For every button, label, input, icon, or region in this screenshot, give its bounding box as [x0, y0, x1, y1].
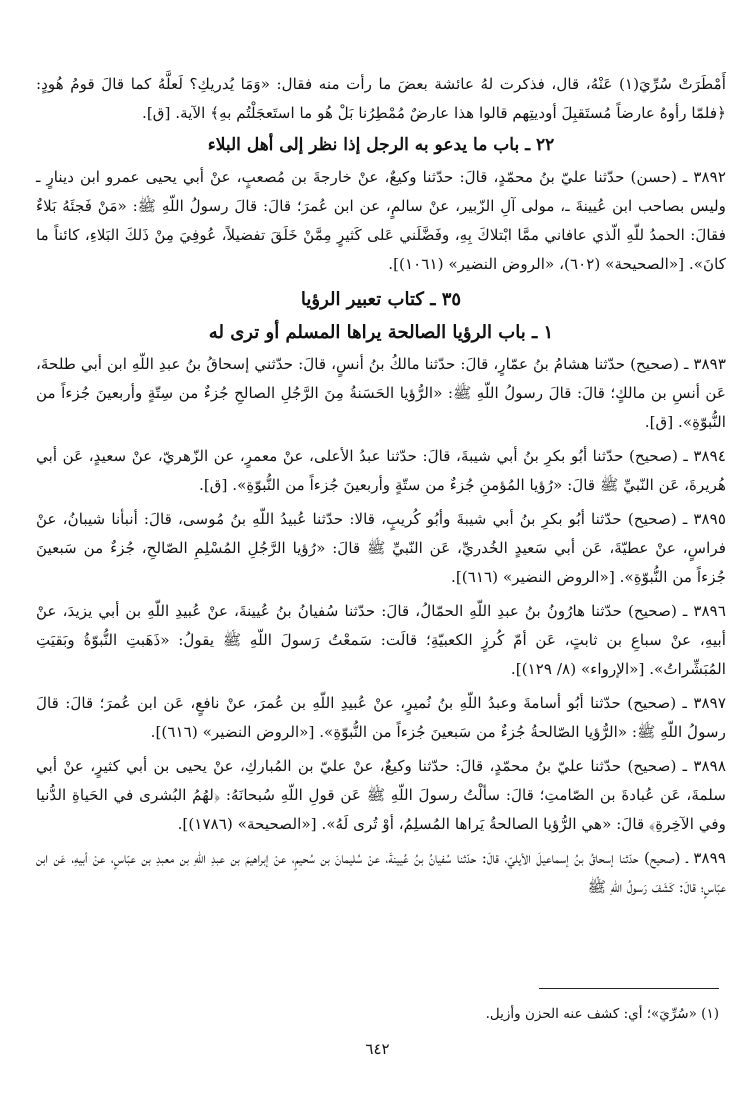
hadith-3894: ٣٨٩٤ ـ (صحيح) حدّثنا أبُو بكرِ بنُ أبي شيبةَ، قالَ: حدّثنا عبدُ الأعلى، عنْ معمرٍ، عن الزّهريّ، عنْ سعيدٍ، عَن أبي هُريرةَ، عَن النّبيِّ ﷺ قالَ: «رُؤيا المُؤمنِ جُزءٌ من ستّةٍ وأربعينَ جُزءاً من النُّبوّةِ». [ق]. [36, 447, 726, 494]
hadith-3895: ٣٨٩٥ ـ (صحيح) حدّثنا أبُو بكرِ بنُ أبي شيبةَ وأبُو كُريبٍ، قالا: حدّثنا عُبيدُ اللّهِ بنُ مُوسى، قالَ: أنبأنا شيبانُ، عنْ فراسٍ، عنْ عطيّةَ، عَن أبي سَعيدٍ الخُدريِّ، عَن النّبيِّ ﷺ قالَ: «رُؤيا الرَّجُلِ المُسْلِمِ الصّالحِ، جُزءٌ من سَبعينَ جُزءاً من النُّبوّةِ». [«الروض النضير» (٦١٦)]. [36, 510, 726, 586]
footnote-divider [539, 988, 719, 989]
intro-paragraph: أَمْطَرَتْ سُرِّيَ(١) عَنْهُ، قال، فذكرت لهُ عائشة بعضَ ما رأت منه فقال: «وَمَا يُدريكِ؟ لَعلَّهُ كما قالَ قومُ هُودٍ: ﴿فلمّا رأوهُ عارضاً مُستَقبِلَ أوديتِهم قالوا هذا عارضٌ مُمْطِرُنا بَلْ هُو ما استَعجَلْتُم بهِ﴾ الآية. [ق]. [36, 75, 726, 122]
footnote: (١) «سُرِّيَ»؛ أي: كشف عنه الحزن وأزيل. [485, 1006, 719, 1022]
hadith-3897: ٣٨٩٧ ـ (صحيح) حدّثنا أبُو أسامةَ وعبدُ اللّهِ بنُ نُميرٍ، عنْ عُبيدِ اللّهِ بن عُمرَ، عنْ نافعٍ، عَن ابن عُمرَ؛ قالَ: قالَ رسولُ اللّهِ ﷺ: «الرُّؤيا الصّالحةُ جُزءٌ من سَبعينَ جُزءاً من النُّبوّةِ». [«الروض النضير» (٦١٦)]. [36, 694, 726, 741]
hadith-3893: ٣٨٩٣ ـ (صحيح) حدّثنا هشامُ بنُ عمّارٍ، قالَ: حدّثنا مالكُ بنُ أنسٍ، قالَ: حدّثني إسحاقُ بنُ عبدِ اللّهِ ابن أبي طلحةَ، عَن أنسِ بن مالكٍ؛ قالَ: قالَ رسولُ اللّهِ ﷺ: «الرُّؤيا الحَسَنةُ مِنَ الرَّجُلِ الصالحِ جُزءٌ من سِتّةٍ وأربعينَ جُزءاً من النُّبوّةِ». [ق]. [36, 355, 726, 431]
chapter-1-heading: ١ ـ باب الرؤيا الصالحة يراها المسلم أو ترى له [208, 322, 554, 343]
chapter-22-heading: ٢٢ ـ باب ما يدعو به الرجل إذا نظر إلى أهل البلاء [207, 135, 555, 155]
book-35-heading: ٣٥ ـ كتاب تعبير الرؤيا [300, 289, 462, 310]
hadith-3898: ٣٨٩٨ ـ (صحيح) حدّثنا عليّ بنُ محمّدٍ، قالَ: حدّثنا وكيعٌ، عنْ عليّ بن المُباركِ، عنْ يحيى بن أبي كثيرٍ، عنْ أبي سلمةَ، عَن عُبادةَ بن الصّامتِ؛ قالَ: سألْتُ رسولَ اللّهِ ﷺ عَن قولِ اللّهِ سُبحانَهُ: ﴿لهُمُ البُشرى في الحَياةِ الدُّنيا وفي الآخِرةِ﴾ قالَ: «هي الرُّؤيا الصالحةُ يَراها المُسلِمُ، أوْ تُرى لَهُ». [«الصحيحة» (١٧٨٦)]. [36, 757, 726, 833]
page-body [36, 70, 726, 907]
page-number: ٦٤٢ [365, 1040, 390, 1058]
hadith-3899: ٣٨٩٩ ـ (صحيح) حدّثنا إسحاقُ بنُ إسماعيلَ الأيليّ، قالَ: حدّثنا سُفيانُ بنُ عُيينةَ، عنْ سُليمانَ بن سُحيمٍ، عنْ إبراهيمَ بن عبدِ اللّهِ بن معبدِ بن عبّاسٍ، عنْ أبيهِ، عَن ابن عبّاسٍ؛ قالَ: كَشَفَ رَسولُ اللّهِ ﷺ [36, 849, 726, 896]
hadith-3896: ٣٨٩٦ ـ (صحيح) حدّثنا هارُونُ بنُ عبدِ اللّهِ الحمّالُ، قالَ: حدّثنا سُفيانُ بنُ عُيينةَ، عنْ عُبيدِ اللّهِ بن أبي يزيدَ، عنْ أبيهِ، عنْ سباعِ بن ثابتٍ، عَن أمّ كُرزٍ الكعبيّةِ؛ قالَت: سَمعْتُ رَسولَ اللّهِ ﷺ يقولُ: «ذَهَبتِ النُّبوّةُ وبَقيَتِ المُبَشِّراتُ». [«الإرواء» (٨/ ١٢٩)]. [36, 602, 726, 678]
hadith-3892: ٣٨٩٢ ـ (حسن) حدّثنا عليّ بنُ محمّدٍ، قالَ: حدّثنا وكيعٌ، عنْ خارجةَ بن مُصعبٍ، عنْ أبي يحيى عمرو ابن دينارٍ ـ وليس بصاحب ابن عُيينةَ ـ، مولى آلِ الزّبير، عنْ سالمٍ، عن ابن عُمرَ؛ قالَ: قالَ رسولُ اللّهِ ﷺ: «مَنْ فَجئَهُ بَلاءٌ فقالَ: الحمدُ للّهِ الّذي عافاني ممَّا ابْتلاكَ بِهِ، وفَضَّلَني عَلى كَثيرٍ مِمَّنْ خَلَقَ تفضيلاً، عُوفِيَ مِنْ ذَلكَ البَلاءِ، كائناً ما كانَ». [«الصحيحة» (٦٠٢)، «الروض النضير» (١٠٦١)]. [36, 168, 726, 273]
